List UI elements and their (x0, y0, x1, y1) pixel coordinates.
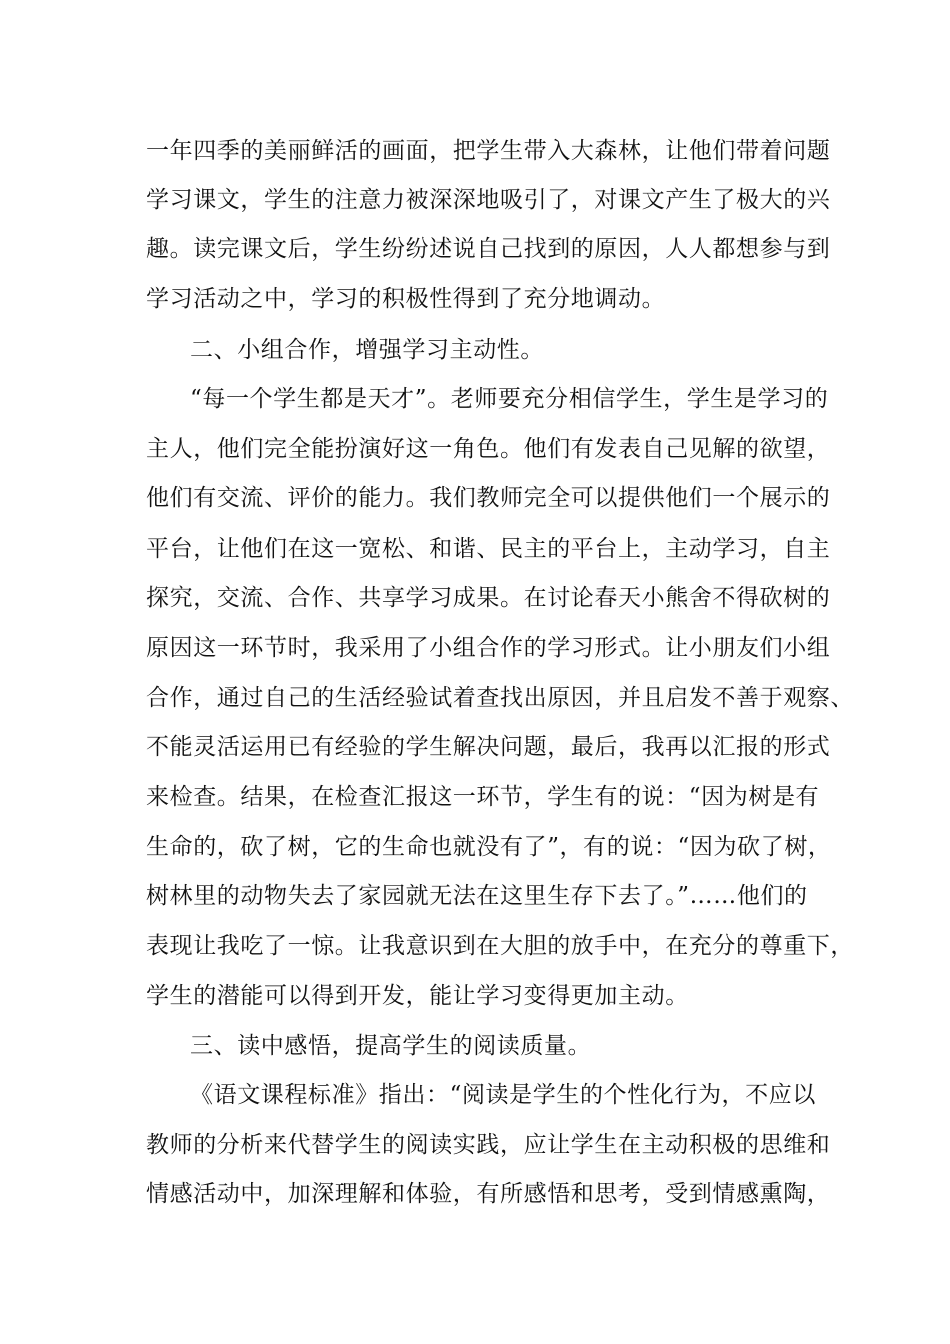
text-line: “每一个学生都是天才”。老师要充分相信学生，学生是学习的 (190, 386, 829, 412)
text-line: 学习活动之中，学习的积极性得到了充分地调动。 (146, 286, 666, 312)
section-heading: 三、读中感悟，提高学生的阅读质量。 (190, 1033, 592, 1059)
text-line: 情感活动中，加深理解和体验，有所感悟和思考，受到情感熏陶， (146, 1181, 831, 1207)
text-line: 一年四季的美丽鲜活的画面，把学生带入大森林，让他们带着问题 (146, 138, 831, 164)
text-line: 趣。读完课文后，学生纷纷述说自己找到的原因，人人都想参与到 (146, 236, 831, 262)
text-line: 探究，交流、合作、共享学习成果。在讨论春天小熊舍不得砍树的 (146, 585, 831, 611)
section-heading: 二、小组合作，增强学习主动性。 (190, 337, 544, 363)
text-line: 学习课文，学生的注意力被深深地吸引了，对课文产生了极大的兴 (146, 187, 831, 213)
text-line: 合作，通过自己的生活经验试着查找出原因，并且启发不善于观察、 (146, 685, 854, 711)
text-line: 原因这一环节时，我采用了小组合作的学习形式。让小朋友们小组 (146, 635, 831, 661)
text-line: 主人，他们完全能扮演好这一角色。他们有发表自己见解的欲望， (146, 436, 831, 462)
text-line: 教师的分析来代替学生的阅读实践，应让学生在主动积极的思维和 (146, 1132, 831, 1158)
text-line: 《语文课程标准》指出：“阅读是学生的个性化行为，不应以 (190, 1082, 816, 1108)
text-line: 来检查。结果，在检查汇报这一环节，学生有的说：“因为树是有 (146, 784, 820, 810)
text-line: 表现让我吃了一惊。让我意识到在大胆的放手中，在充分的尊重下， (146, 933, 854, 959)
text-line: 树林里的动物失去了家园就无法在这里生存下去了。”……他们的 (146, 883, 808, 909)
text-line: 他们有交流、评价的能力。我们教师完全可以提供他们一个展示的 (146, 485, 831, 511)
text-line: 生命的，砍了树，它的生命也就没有了”，有的说：“因为砍了树， (146, 834, 832, 860)
text-line: 不能灵活运用已有经验的学生解决问题，最后，我再以汇报的形式 (146, 734, 831, 760)
text-line: 平台，让他们在这一宽松、和谐、民主的平台上，主动学习，自主 (146, 536, 831, 562)
text-line: 学生的潜能可以得到开发，能让学习变得更加主动。 (146, 983, 689, 1009)
